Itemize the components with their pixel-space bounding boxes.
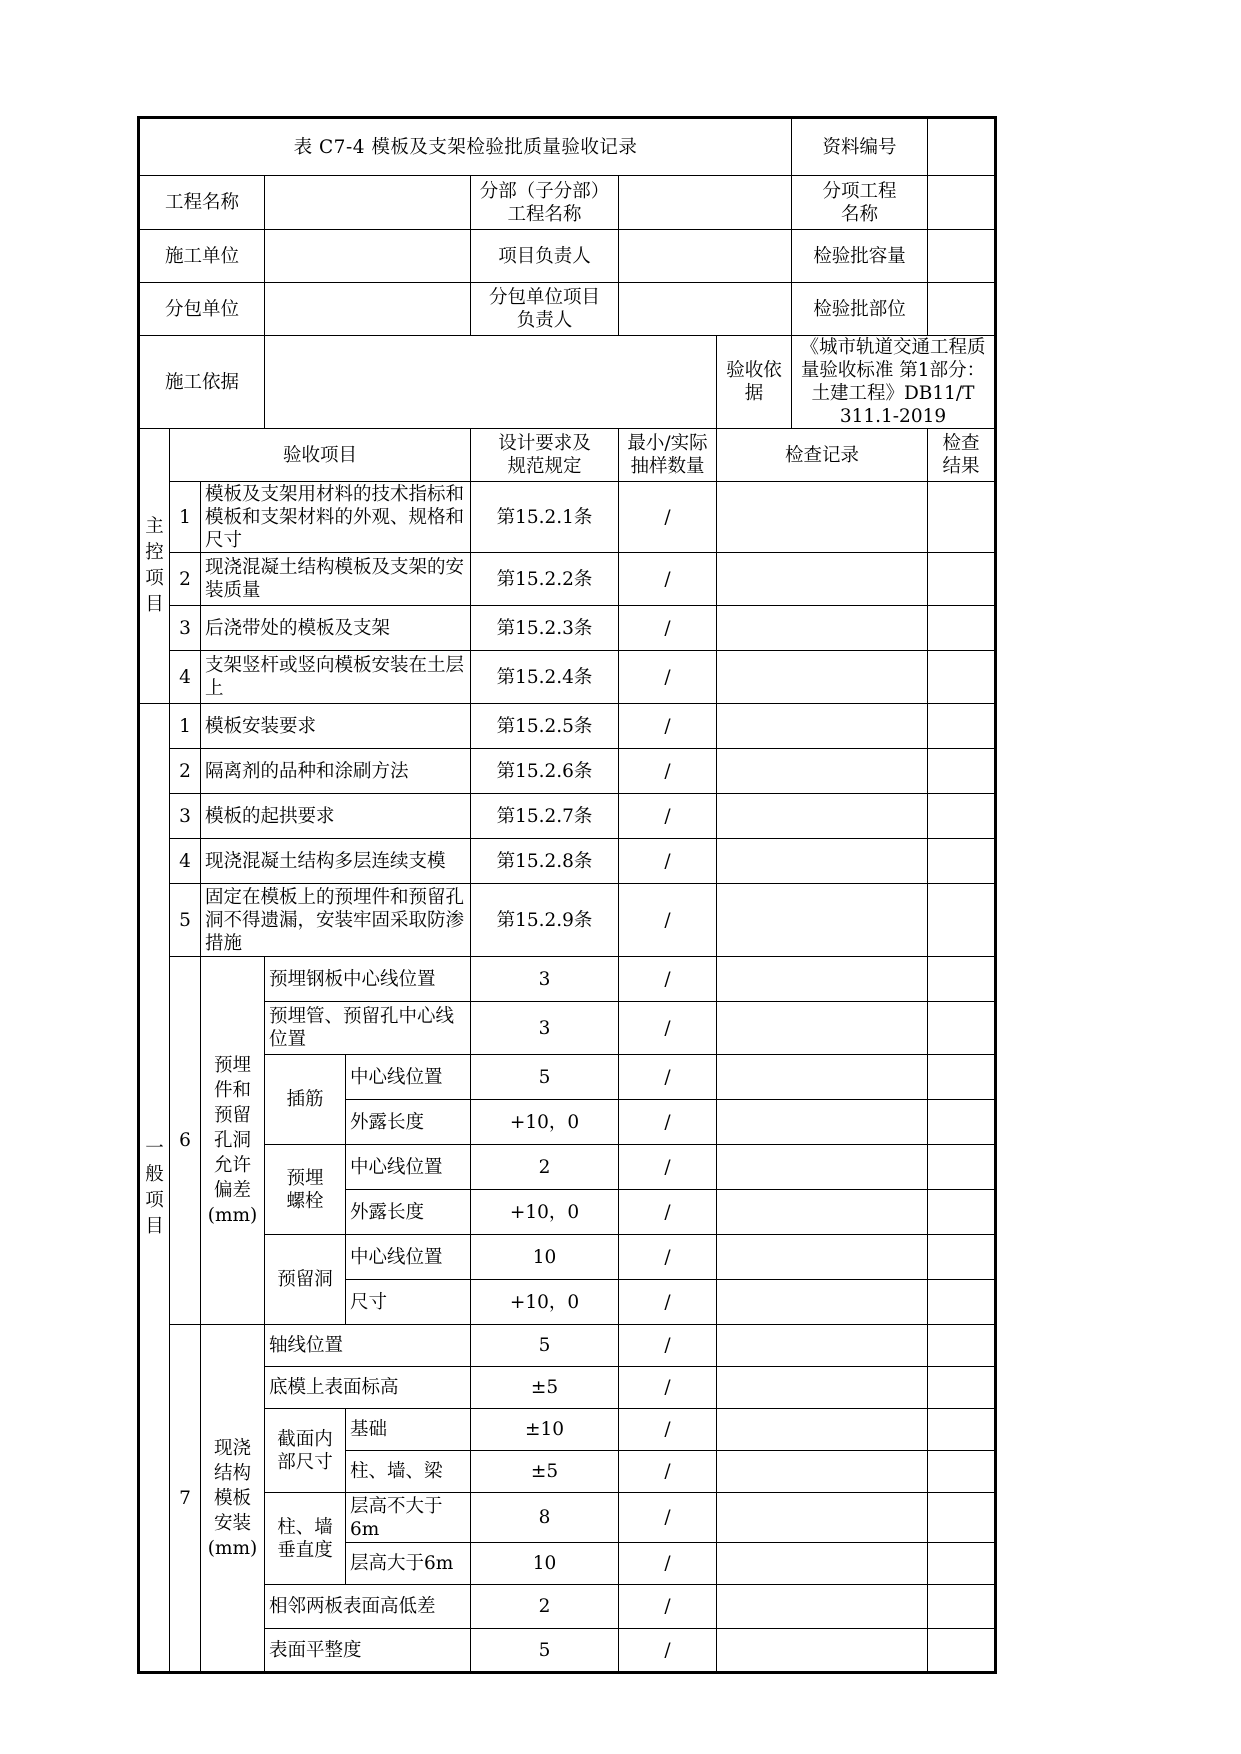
row-record[interactable] — [717, 1325, 928, 1367]
location-label: 检验批部位 — [792, 283, 928, 336]
row-sample: / — [619, 1629, 717, 1673]
row-sample: / — [619, 482, 717, 553]
table-row — [139, 749, 996, 794]
row-req: +10，0 — [471, 1280, 619, 1325]
row-sample: / — [619, 1190, 717, 1235]
row-no: 1 — [170, 704, 201, 749]
row-item: 基础 — [346, 1409, 471, 1451]
row-record[interactable] — [717, 884, 928, 957]
col-record-header: 检查记录 — [717, 429, 928, 482]
row-req: 第15.2.7条 — [471, 794, 619, 839]
row-req: 第15.2.1条 — [471, 482, 619, 553]
row-result[interactable] — [928, 606, 996, 651]
location-value[interactable] — [928, 283, 996, 336]
row-record[interactable] — [717, 1451, 928, 1493]
acceptance-basis-label: 验收依据 — [717, 336, 792, 429]
row-no: 1 — [170, 482, 201, 553]
row-record[interactable] — [717, 704, 928, 749]
bolt-label: 预埋 螺栓 — [265, 1145, 346, 1235]
project-name-value[interactable] — [265, 176, 471, 230]
row-item: 固定在模板上的预埋件和预留孔洞不得遗漏，安装牢固采取防渗措施 — [201, 884, 471, 957]
row-record[interactable] — [717, 1280, 928, 1325]
sub-pm-value[interactable] — [619, 283, 792, 336]
row-item: 现浇混凝土结构模板及支架的安装质量 — [201, 553, 471, 606]
row-req: 3 — [471, 957, 619, 1002]
row-item: 外露长度 — [346, 1100, 471, 1145]
row-item: 现浇混凝土结构多层连续支模 — [201, 839, 471, 884]
row-sample: / — [619, 1100, 717, 1145]
row-result[interactable] — [928, 1367, 996, 1409]
row-item: 中心线位置 — [346, 1235, 471, 1280]
row-item: 后浇带处的模板及支架 — [201, 606, 471, 651]
row-item: 表面平整度 — [265, 1629, 471, 1673]
row-result[interactable] — [928, 1055, 996, 1100]
row-req: 2 — [471, 1145, 619, 1190]
subcontractor-value[interactable] — [265, 283, 471, 336]
row-result[interactable] — [928, 1235, 996, 1280]
row-req: 第15.2.8条 — [471, 839, 619, 884]
row-req: 第15.2.3条 — [471, 606, 619, 651]
row-no: 4 — [170, 839, 201, 884]
row-record[interactable] — [717, 1235, 928, 1280]
row-req: ±5 — [471, 1367, 619, 1409]
row-sample: / — [619, 1409, 717, 1451]
row-record[interactable] — [717, 1367, 928, 1409]
row-req: 5 — [471, 1325, 619, 1367]
row-req: ±5 — [471, 1451, 619, 1493]
row-result[interactable] — [928, 1002, 996, 1055]
row-no: 3 — [170, 794, 201, 839]
table-row — [139, 839, 996, 884]
contractor-value[interactable] — [265, 230, 471, 283]
row-result[interactable] — [928, 1100, 996, 1145]
table-row — [139, 884, 996, 957]
table-row — [139, 1325, 996, 1367]
row-item: 预埋钢板中心线位置 — [265, 957, 471, 1002]
row-result[interactable] — [928, 794, 996, 839]
item6-label: 预埋 件和 预留 孔洞 允许 偏差 (mm) — [201, 957, 265, 1325]
row-req: 3 — [471, 1002, 619, 1055]
row-req: 2 — [471, 1585, 619, 1629]
table-row — [139, 1629, 996, 1673]
table-row — [139, 794, 996, 839]
row-item: 层高不大于6m — [346, 1493, 471, 1543]
row-no: 4 — [170, 651, 201, 704]
general-items-group-label: 一 般 项 目 — [139, 704, 170, 1673]
row-req: 第15.2.9条 — [471, 884, 619, 957]
row-req: +10，0 — [471, 1190, 619, 1235]
basis-label: 施工依据 — [139, 336, 265, 429]
division-value[interactable] — [619, 176, 792, 230]
row-result[interactable] — [928, 1325, 996, 1367]
row-sample: / — [619, 1493, 717, 1543]
row-sample: / — [619, 1280, 717, 1325]
vertical-label: 柱、墙 垂直度 — [265, 1493, 346, 1585]
row-result[interactable] — [928, 1145, 996, 1190]
doc-no-label: 资料编号 — [792, 118, 928, 176]
row-sample: / — [619, 1325, 717, 1367]
row-record[interactable] — [717, 1100, 928, 1145]
row-record[interactable] — [717, 1493, 928, 1543]
row-req: 第15.2.6条 — [471, 749, 619, 794]
row-record[interactable] — [717, 1409, 928, 1451]
row-item: 中心线位置 — [346, 1055, 471, 1100]
row-record[interactable] — [717, 553, 928, 606]
row-sample: / — [619, 1235, 717, 1280]
row-result[interactable] — [928, 1409, 996, 1451]
row-req: 10 — [471, 1235, 619, 1280]
row-req: 10 — [471, 1543, 619, 1585]
contractor-label: 施工单位 — [139, 230, 265, 283]
row-item: 隔离剂的品种和涂刷方法 — [201, 749, 471, 794]
row-no: 2 — [170, 749, 201, 794]
row-result[interactable] — [928, 704, 996, 749]
row-sample: / — [619, 794, 717, 839]
subitem-value[interactable] — [928, 176, 996, 230]
row-result[interactable] — [928, 839, 996, 884]
row-result[interactable] — [928, 1190, 996, 1235]
row-item: 柱、墙、梁 — [346, 1451, 471, 1493]
col-item-header: 验收项目 — [170, 429, 471, 482]
item6-no: 6 — [170, 957, 201, 1325]
row-sample: / — [619, 839, 717, 884]
hole-label: 预留洞 — [265, 1235, 346, 1325]
table-row — [139, 1367, 996, 1409]
row-result[interactable] — [928, 1543, 996, 1585]
row-record[interactable] — [717, 1145, 928, 1190]
table-row — [139, 1235, 996, 1280]
basis-value[interactable] — [265, 336, 717, 429]
row-sample: / — [619, 1055, 717, 1100]
row-item: 预埋管、预留孔中心线位置 — [265, 1002, 471, 1055]
item7-no: 7 — [170, 1325, 201, 1673]
row-item: 模板及支架用材料的技术指标和模板和支架材料的外观、规格和尺寸 — [201, 482, 471, 553]
row-item: 中心线位置 — [346, 1145, 471, 1190]
row-item: 底模上表面标高 — [265, 1367, 471, 1409]
item7-label: 现浇 结构 模板 安装 (mm) — [201, 1325, 265, 1673]
table-row — [139, 1493, 996, 1543]
table-row — [139, 1002, 996, 1055]
acceptance-basis-value: 《城市轨道交通工程质量验收标准 第1部分：土建工程》DB11/T 311.1-2019 — [792, 336, 996, 429]
table-row — [139, 651, 996, 704]
row-result[interactable] — [928, 553, 996, 606]
row-record[interactable] — [717, 839, 928, 884]
col-design-req-header: 设计要求及 规范规定 — [471, 429, 619, 482]
row-req: ±10 — [471, 1409, 619, 1451]
subitem-label: 分项工程 名称 — [792, 176, 928, 230]
form-title: 表 C7-4 模板及支架检验批质量验收记录 — [139, 118, 792, 176]
row-result[interactable] — [928, 884, 996, 957]
row-req: +10，0 — [471, 1100, 619, 1145]
subcontractor-label: 分包单位 — [139, 283, 265, 336]
row-record[interactable] — [717, 957, 928, 1002]
row-req: 5 — [471, 1055, 619, 1100]
row-sample: / — [619, 1543, 717, 1585]
inspection-record-table — [137, 116, 997, 1674]
project-name-label: 工程名称 — [139, 176, 265, 230]
row-record[interactable] — [717, 1190, 928, 1235]
row-no: 5 — [170, 884, 201, 957]
table-row — [139, 553, 996, 606]
row-result[interactable] — [928, 749, 996, 794]
row-req: 5 — [471, 1629, 619, 1673]
pm-label: 项目负责人 — [471, 230, 619, 283]
row-no: 3 — [170, 606, 201, 651]
row-record[interactable] — [717, 1002, 928, 1055]
row-item: 模板安装要求 — [201, 704, 471, 749]
row-req: 第15.2.5条 — [471, 704, 619, 749]
row-sample: / — [619, 553, 717, 606]
row-sample: / — [619, 1585, 717, 1629]
row-record[interactable] — [717, 1055, 928, 1100]
row-item: 支架竖杆或竖向模板安装在土层上 — [201, 651, 471, 704]
table-row — [139, 1145, 996, 1190]
table-row — [139, 957, 996, 1002]
row-sample: / — [619, 884, 717, 957]
table-row — [139, 704, 996, 749]
table-row — [139, 606, 996, 651]
table-row — [139, 1585, 996, 1629]
row-record[interactable] — [717, 794, 928, 839]
row-sample: / — [619, 749, 717, 794]
row-result[interactable] — [928, 1493, 996, 1543]
row-no: 2 — [170, 553, 201, 606]
doc-no-value[interactable] — [928, 118, 996, 176]
capacity-label: 检验批容量 — [792, 230, 928, 283]
row-record[interactable] — [717, 606, 928, 651]
row-record[interactable] — [717, 1585, 928, 1629]
row-result[interactable] — [928, 1280, 996, 1325]
row-req: 8 — [471, 1493, 619, 1543]
col-sample-header: 最小/实际 抽样数量 — [619, 429, 717, 482]
row-sample: / — [619, 651, 717, 704]
row-sample: / — [619, 606, 717, 651]
section-label: 截面内 部尺寸 — [265, 1409, 346, 1493]
pm-value[interactable] — [619, 230, 792, 283]
row-record[interactable] — [717, 1543, 928, 1585]
row-record[interactable] — [717, 749, 928, 794]
row-sample: / — [619, 1145, 717, 1190]
row-item: 轴线位置 — [265, 1325, 471, 1367]
row-sample: / — [619, 957, 717, 1002]
table-row — [139, 482, 996, 553]
rebar-label: 插筋 — [265, 1055, 346, 1145]
row-sample: / — [619, 1367, 717, 1409]
row-record[interactable] — [717, 482, 928, 553]
row-record[interactable] — [717, 651, 928, 704]
row-result[interactable] — [928, 651, 996, 704]
row-req: 第15.2.2条 — [471, 553, 619, 606]
row-item: 尺寸 — [346, 1280, 471, 1325]
row-record[interactable] — [717, 1629, 928, 1673]
main-items-group-label: 主 控 项 目 — [139, 429, 170, 704]
sub-pm-label: 分包单位项目 负责人 — [471, 283, 619, 336]
table-row — [139, 1055, 996, 1100]
capacity-value[interactable] — [928, 230, 996, 283]
table-row — [139, 1409, 996, 1451]
row-result[interactable] — [928, 1629, 996, 1673]
row-result[interactable] — [928, 957, 996, 1002]
row-sample: / — [619, 1451, 717, 1493]
col-result-header: 检查 结果 — [928, 429, 996, 482]
row-sample: / — [619, 704, 717, 749]
division-label: 分部（子分部） 工程名称 — [471, 176, 619, 230]
row-item: 相邻两板表面高低差 — [265, 1585, 471, 1629]
row-sample: / — [619, 1002, 717, 1055]
row-result[interactable] — [928, 1451, 996, 1493]
row-req: 第15.2.4条 — [471, 651, 619, 704]
row-result[interactable] — [928, 1585, 996, 1629]
row-item: 层高大于6m — [346, 1543, 471, 1585]
row-item: 模板的起拱要求 — [201, 794, 471, 839]
row-item: 外露长度 — [346, 1190, 471, 1235]
row-result[interactable] — [928, 482, 996, 553]
